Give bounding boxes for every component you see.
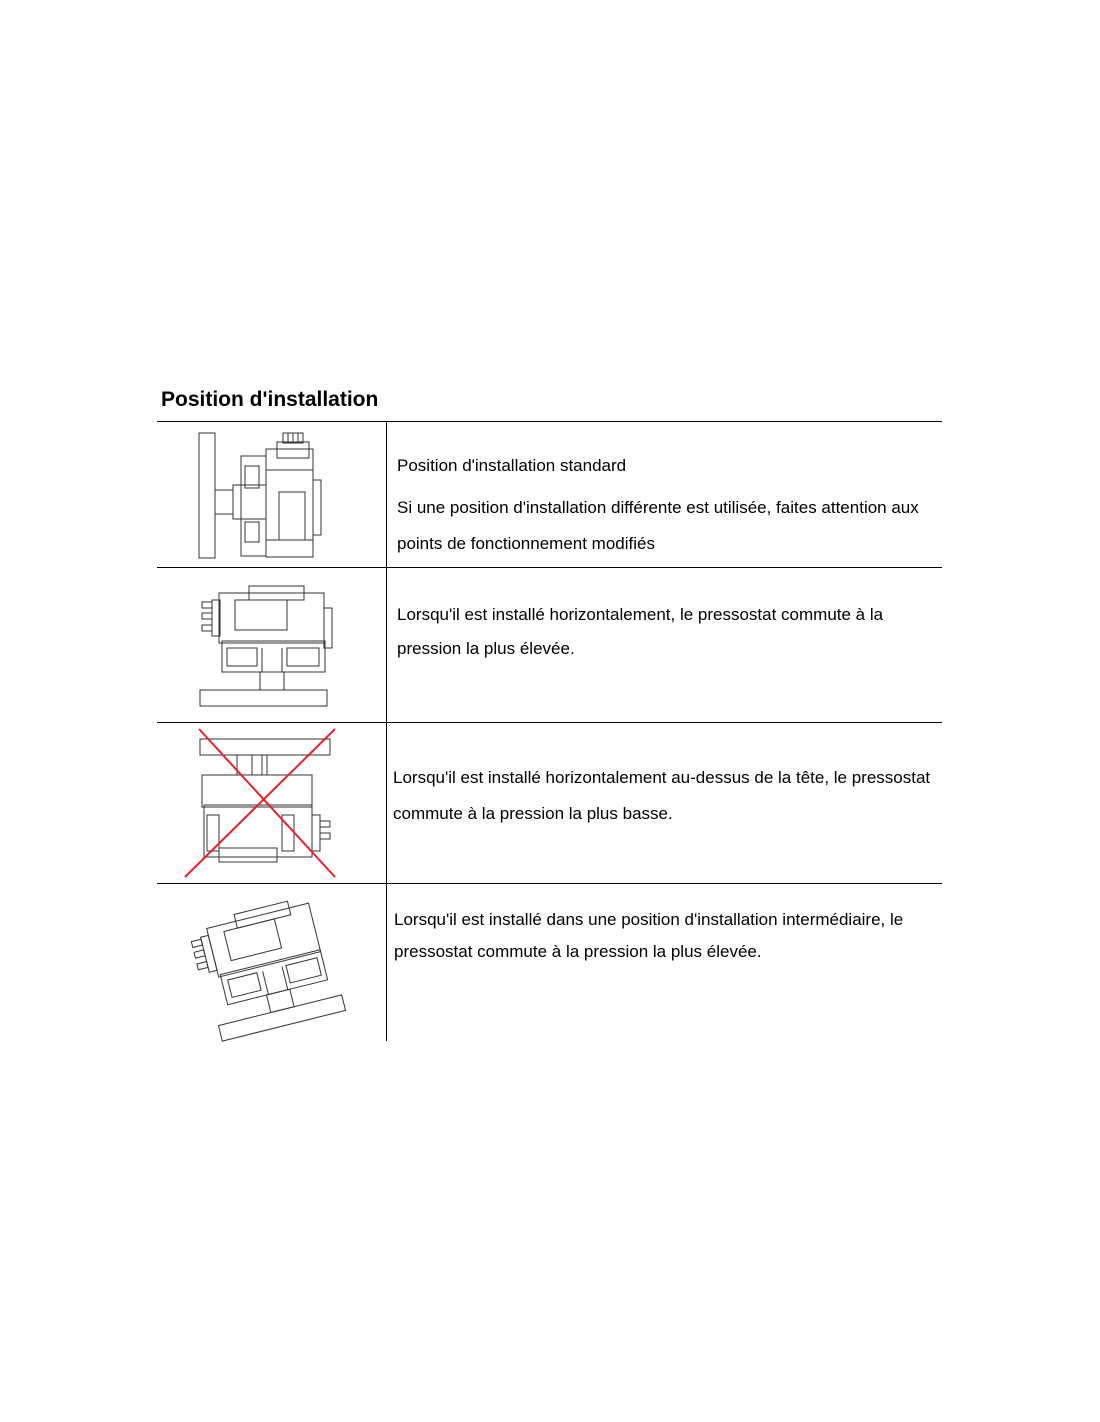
pressure-switch-horizontal-drawing xyxy=(157,568,386,722)
description-text: Lorsqu'il est installé horizontalement, le pressostat commute à la pression la plus élevée. xyxy=(397,605,884,658)
table-row xyxy=(157,567,942,722)
column-divider xyxy=(386,568,387,722)
description-text: Lorsqu'il est installé dans une position d'installation intermédiaire, le pressostat commute à la pression la plus élevée. xyxy=(394,910,904,961)
table-row xyxy=(157,421,942,567)
description-text: Si une position d'installation différente est utilisée, faites attention aux points de fonctionnement modifiés xyxy=(397,498,919,553)
pressure-switch-overhead-drawing xyxy=(157,723,386,883)
table-row xyxy=(157,883,942,1041)
table-row xyxy=(157,722,942,883)
description-text: Lorsqu'il est installé horizontalement au-dessus de la tête, le pressostat commute à la pression la plus basse. xyxy=(393,768,931,823)
pressure-switch-vertical-drawing xyxy=(157,422,386,567)
installation-position-table xyxy=(157,421,942,1041)
pressure-switch-tilted-drawing xyxy=(157,884,386,1041)
column-divider xyxy=(386,422,387,567)
column-divider xyxy=(386,884,387,1041)
section-title: Position d'installation xyxy=(161,388,379,411)
column-divider xyxy=(386,723,387,883)
description-heading: Position d'installation standard xyxy=(397,456,627,475)
